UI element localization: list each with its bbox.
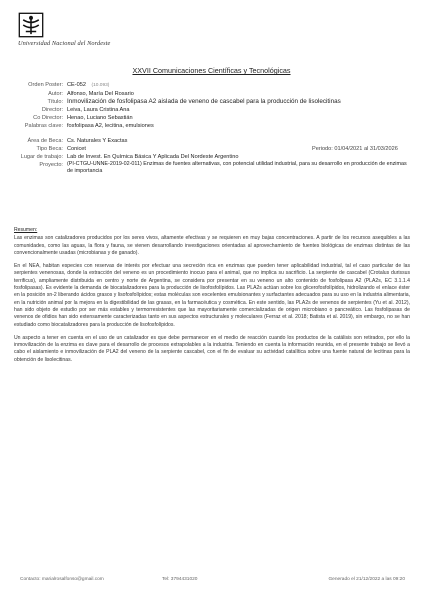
resumen-section — [14, 227, 410, 370]
palabras-clave-row — [14, 122, 409, 130]
lugar-trabajo-value: Lab de Invest. En Química Básica Y Aplicada Del Nordeste Argentino — [67, 154, 239, 160]
tipo-beca-row — [14, 145, 409, 153]
conference-title: XXVII Comunicaciones Científicas y Tecnológicas — [132, 66, 291, 75]
co-director-label: Co Director: — [33, 115, 63, 121]
autor-value: Alfonso, María Del Rosario — [67, 91, 134, 97]
poster-metadata — [14, 81, 409, 175]
director-value: Leiva, Laura Cristina Ana — [67, 107, 130, 113]
generated-timestamp: Generado el 21/12/2022 a las 09:20 — [328, 577, 405, 582]
titulo-row — [14, 98, 409, 106]
proyecto-row — [14, 161, 409, 175]
orden-poster-row — [14, 81, 409, 90]
lugar-trabajo-row — [14, 153, 409, 161]
resumen-paragraph-2: En el NEA, habitan especies con reservas de interés por efectuar una secreción rica en enzimas que pueden tener aplicabilidad industrial, tal el caso particular de las serpientes venenosas, donde la extracción del veneno es un procedimiento inocuo para el animal, que no implica su sacrificio. La serpiente de cascabel (Crotalus durissus terrificus), ampliamente distribuida en centro y norte de Argentina, se considera por presentar en su veneno un alto contenido de fosfolipasa A2 (PLA2s, EC 3.1.1.4 fosfolipasas). Es evidente la demanda de biocatalizadores para la producción de lisofosfolípidos. Las PLA2s actúan sobre los glicerofosfolípidos, hidrolizando el enlace éster en la posición sn-2 liberando ácidos grasos y lisofosfolípidos; estas moléculas son excelentes emulsionantes y surfactantes adecuados para su uso en la industria alimentaria, en la nutrición animal por la mejora en la digestibilidad de las grasas, en la farmacéutica y cosmética. En este sentido, las PLA2s de venenos de serpientes (Yu et al. 2012), han sido objeto de estudio por ser más estables y termorresistentes que las mayoritariamente comercializadas de origen microbiano o pancreático. Las fosfolipasas de venenos de ofidios han sido extensamente caracterizadas tanto en sus aspectos estructurales y moleculares (Ferraz et al. 2018; Batista et al. 2019), sin embargo, no se han estudiado como biocatalizadores para la producción de lisofosfolípidos. — [14, 263, 410, 328]
resumen-paragraph-1: Las enzimas son catalizadores producidos por los seres vivos, altamente efectivas y se requieren en muy bajas concentraciones. A partir de los recursos asequibles a las comunidades, como las aguas, la flora y fauna, se vienen desarrollando investigaciones orientadas al aprovechamiento de fuentes biológicas de enzimas distintas de las convencionalmente usadas (microbianas y de ganado). — [14, 235, 410, 256]
university-header — [18, 12, 158, 47]
tipo-beca-value: Conicet — [67, 146, 86, 152]
titulo-value: Inmovilización de fosfolipasa A2 aislada de veneno de cascabel para la producción de lisolecitinas — [67, 98, 341, 105]
contact-phone: Tel: 3794431020 — [162, 577, 198, 582]
contact-email: Contacto: marialrosalfonso@gmail.com — [20, 577, 104, 582]
orden-poster-code: (10.093) — [91, 83, 110, 88]
co-director-value: Henao, Luciano Sebastián — [67, 115, 133, 121]
area-beca-value: Cs. Naturales Y Exactas — [67, 138, 128, 144]
proyecto-label: Proyecto: — [39, 162, 63, 168]
area-beca-row — [14, 137, 409, 145]
university-logo-icon — [18, 12, 44, 38]
director-label: Director: — [41, 107, 63, 113]
page-footer — [20, 577, 405, 582]
university-name: Universidad Nacional del Nordeste — [18, 40, 111, 47]
autor-row — [14, 90, 409, 98]
palabras-clave-label: Palabras clave: — [24, 123, 63, 129]
director-row — [14, 106, 409, 114]
resumen-heading: Resumen: — [14, 227, 38, 233]
orden-poster-label: Orden Poster: — [28, 82, 63, 88]
lugar-trabajo-label: Lugar de trabajo: — [20, 154, 63, 160]
area-beca-label: Área de Beca: — [27, 138, 63, 144]
tipo-beca-label: Tipo Beca: — [36, 146, 63, 152]
titulo-label: Título: — [47, 99, 63, 105]
autor-label: Autor: — [48, 91, 63, 97]
periodo-value: Periodo: 01/04/2021 al 31/03/2026 — [312, 146, 398, 152]
orden-poster-value: CE-052 — [67, 82, 86, 88]
proyecto-value: (PI-CTGU-UNNE-2019-02-011) Enzimas de fuentes alternativas, con potencial utilidad industrial, para su desarrollo en producción de enzimas de importancia — [67, 161, 407, 174]
palabras-clave-value: fosfolipasa A2, lecitina, emulsiones — [67, 123, 154, 129]
resumen-paragraph-3: Un aspecto a tener en cuenta en el uso de un catalizador es que debe permanecer en el medio de reacción cuando los productos de la catálisis son retirados, por ello la inmovilización de la enzima es clave para el desarrollo de procesos extrapolables a la industria. Teniendo en cuenta la información reunida, en el presente trabajo se llevó a cabo el aislamiento e inmovilización de PLA2 del veneno de la serpiente cascabel, con el fin de evaluar su actividad catalítica sobre una fuente natural de lecitinas para la obtención de lisolecitinas. — [14, 334, 410, 363]
co-director-row — [14, 114, 409, 122]
